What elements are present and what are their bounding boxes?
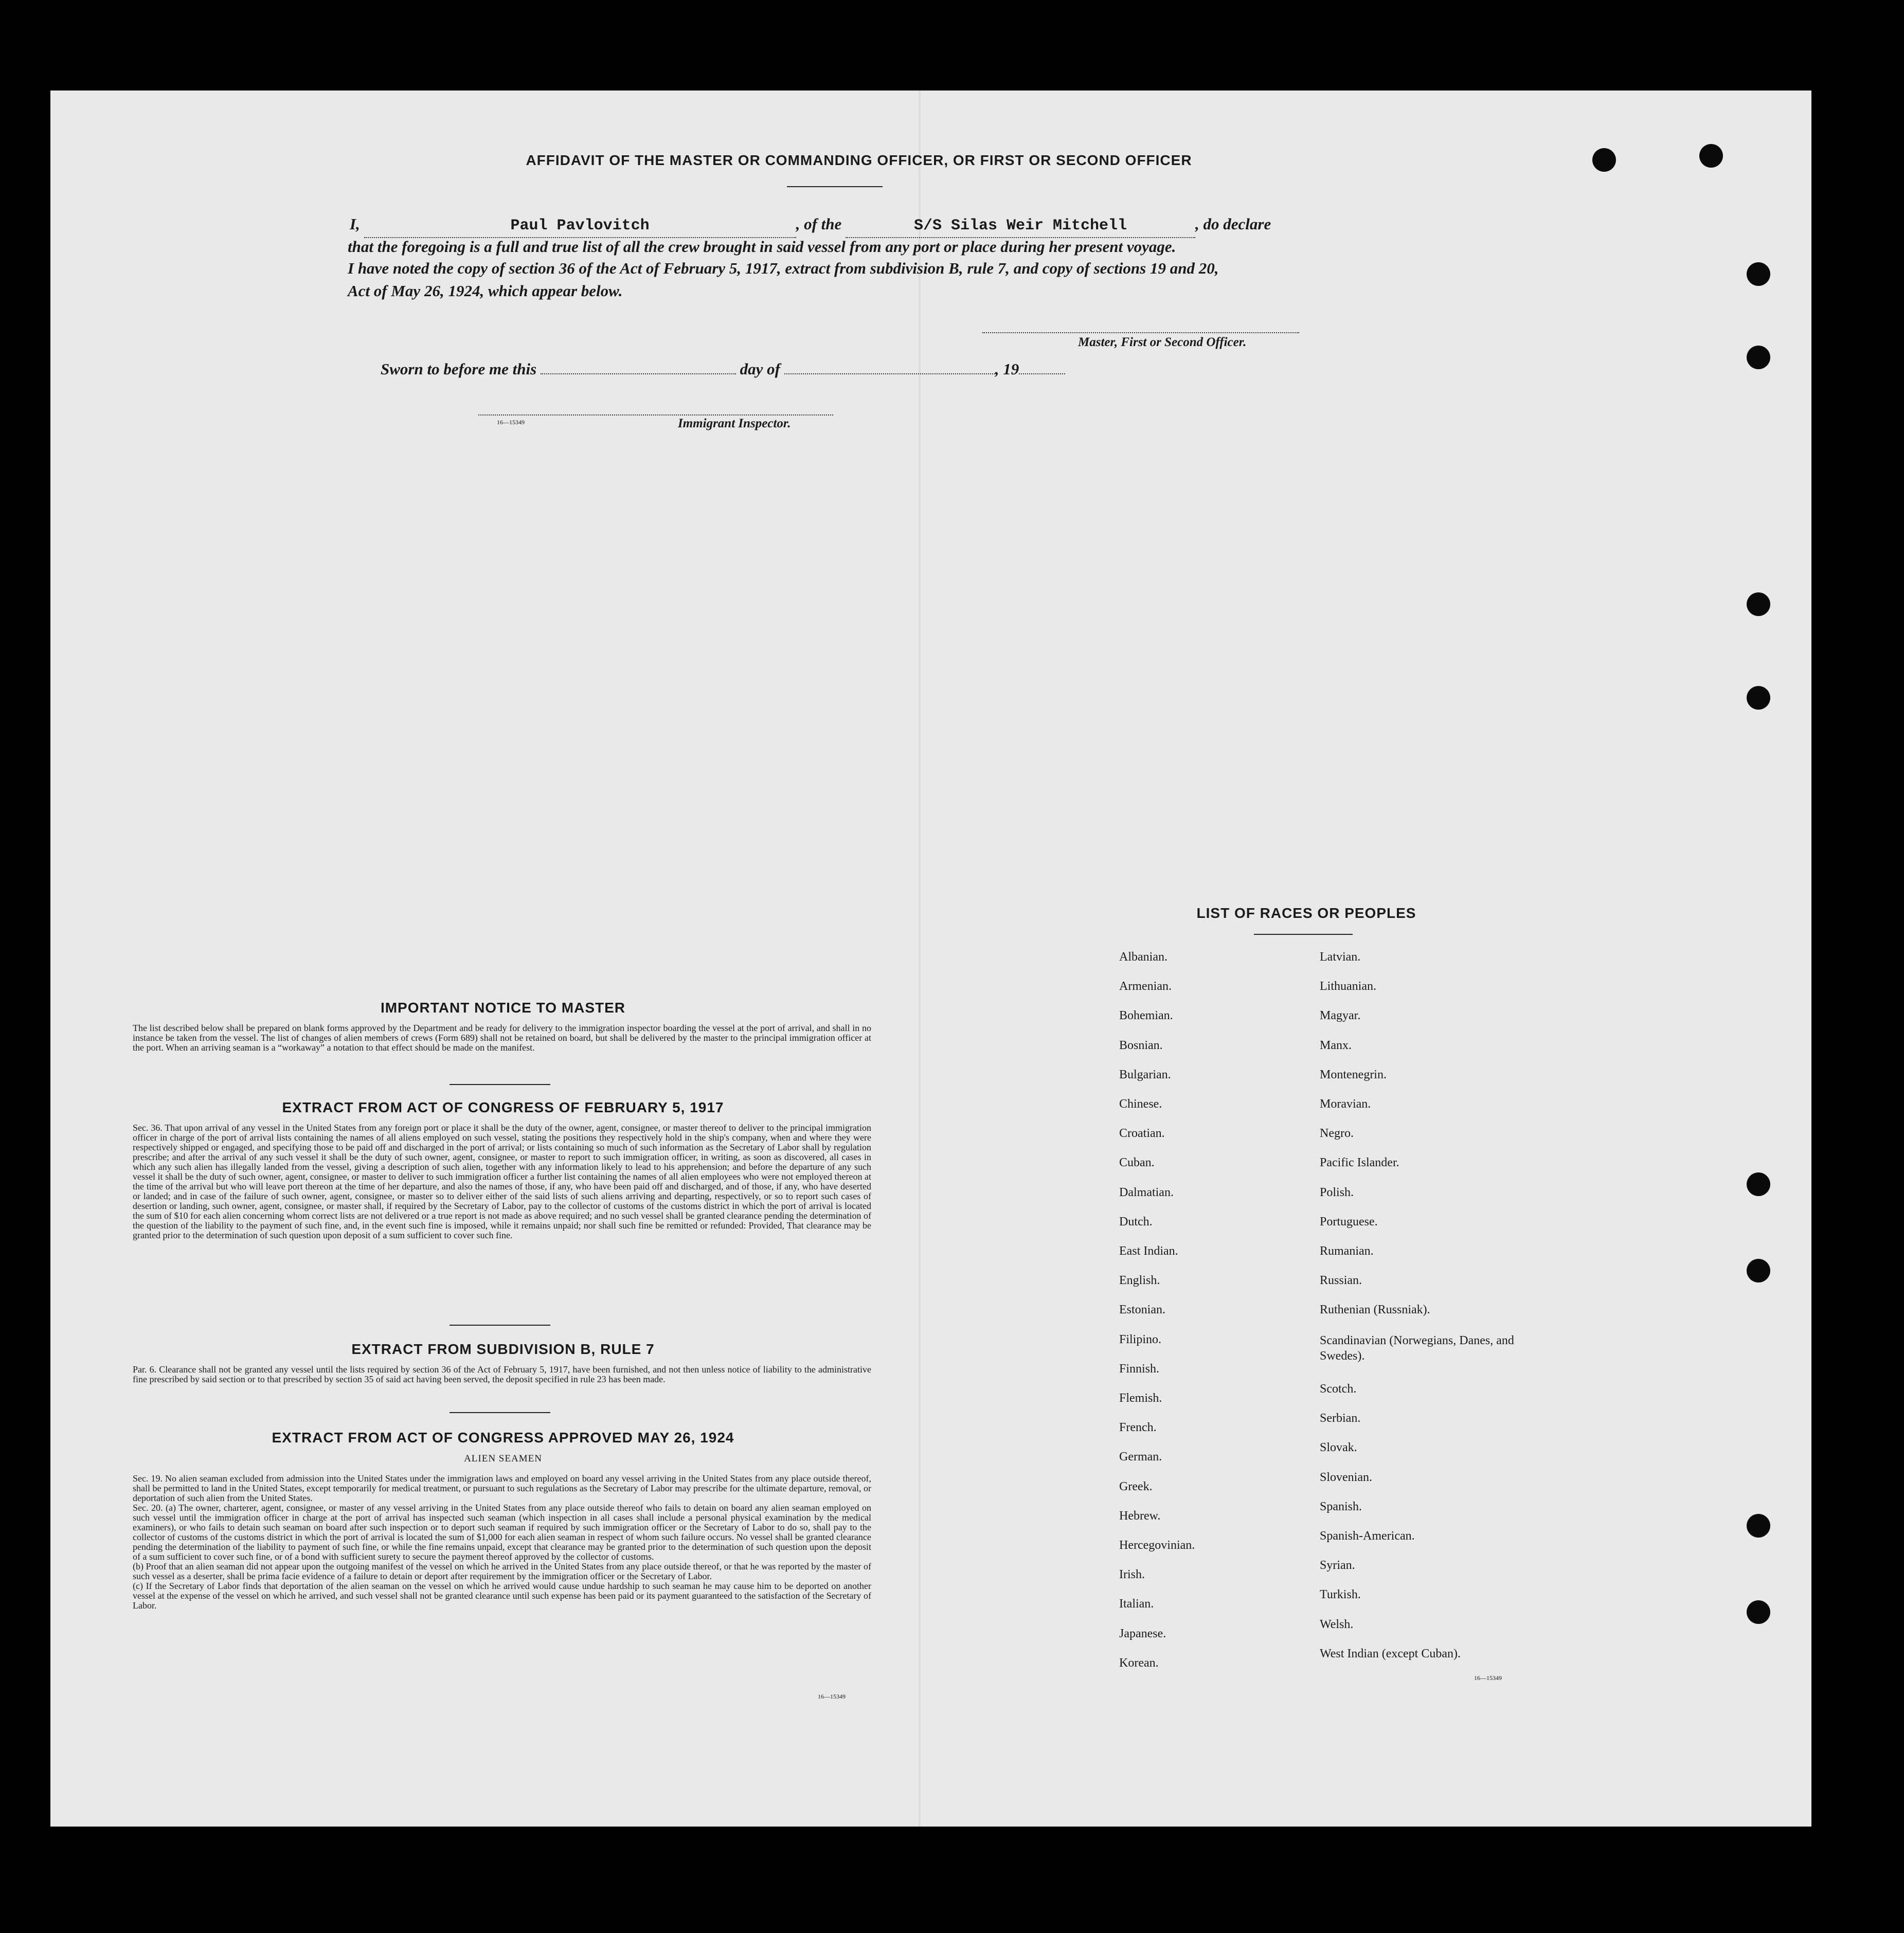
of-the-label: , of the xyxy=(796,215,842,233)
race-item: Portuguese. xyxy=(1320,1215,1378,1229)
race-item: East Indian. xyxy=(1119,1244,1178,1258)
race-item: Flemish. xyxy=(1119,1392,1162,1405)
binder-hole xyxy=(1747,346,1770,369)
race-item: Bulgarian. xyxy=(1119,1068,1171,1081)
extract-1924-subtitle: ALIEN SEAMEN xyxy=(464,1453,542,1464)
day-of-label: day of xyxy=(740,360,780,378)
race-item: Hebrew. xyxy=(1119,1509,1161,1523)
race-item: Spanish. xyxy=(1320,1500,1362,1513)
race-item: Latvian. xyxy=(1320,950,1361,964)
section-rule xyxy=(1254,934,1353,935)
races-title: LIST OF RACES OR PEOPLES xyxy=(1196,905,1416,921)
race-item: Pacific Islander. xyxy=(1320,1156,1399,1170)
race-item: Turkish. xyxy=(1320,1588,1361,1602)
race-item: Manx. xyxy=(1320,1038,1352,1052)
race-item: West Indian (except Cuban). xyxy=(1320,1647,1461,1660)
i-label: I, xyxy=(350,215,360,233)
form-number: 16—15349 xyxy=(1474,1674,1502,1682)
binder-hole xyxy=(1747,1172,1770,1196)
extract-1924-title: EXTRACT FROM ACT OF CONGRESS APPROVED MAY 26, 1924 xyxy=(272,1430,734,1446)
sworn-month-field[interactable] xyxy=(784,373,995,374)
notice-body: The list described below shall be prepared on blank forms approved by the Department and be ready for delivery to the immigration inspector boarding the vessel at the port of arrival, and shall in no instance be taken from the vessel. The list of changes of alien members of crews (Form 689) shall not be retained on board, but shall be delivered by the master to the principal immigration officer at the port. When an arriving seaman is a “workaway” a notation to that effect should be made on the manifest. xyxy=(133,1023,871,1053)
section-19: Sec. 19. No alien seaman excluded from admission into the United States under the immigration laws and employed on board any vessel arriving in the United States from any place outside thereof, shall be permitted to land in the United States, except temporarily for medical treatment, or pursuant to such regulations as the Secretary of Labor may prescribe for the ultimate departure, removal, or deportation of such alien from the United States. xyxy=(133,1473,871,1503)
race-item: Hercegovinian. xyxy=(1119,1539,1195,1552)
race-item: Albanian. xyxy=(1119,950,1167,964)
race-item: Scandinavian (Norwegians, Danes, and Swedes). xyxy=(1320,1333,1514,1363)
form-number: 16—15349 xyxy=(497,419,525,426)
race-item: Spanish-American. xyxy=(1320,1529,1415,1543)
race-item: Slovak. xyxy=(1320,1441,1357,1455)
form-number: 16—15349 xyxy=(818,1693,846,1700)
race-item: Estonian. xyxy=(1119,1303,1165,1317)
race-item: Moravian. xyxy=(1320,1097,1371,1111)
race-item: Cuban. xyxy=(1119,1156,1155,1170)
race-item: Irish. xyxy=(1119,1568,1145,1582)
race-item: Armenian. xyxy=(1119,980,1172,993)
race-item: Russian. xyxy=(1320,1274,1362,1288)
race-item: French. xyxy=(1119,1421,1157,1435)
binder-hole xyxy=(1592,148,1616,172)
race-item: Lithuanian. xyxy=(1320,980,1376,993)
extract-1917-body: Sec. 36. That upon arrival of any vessel in the United States from any foreign port or place it shall be the duty of the owner, agent, consignee, or master thereof to deliver to the principal immigration officer in charge of the port of arrival lists containing the names of all aliens employed on such vessel, stating the positions they respectively hold in the ship's company, when and where they were respectively shipped or engaged, and specifying those to be paid off and discharged in the port of arrival; or lists containing so much of such information as the Secretary of Labor shall by regulation prescribe; and after the arrival of any such vessel it shall be the duty of such owner, agent, consignee, or master to report to such immigration officer, in writing, as soon as discovered, all cases in which any such alien has illegally landed from the vessel, giving a description of such alien, together with any information likely to lead to his apprehension; and before the departure of any such vessel it shall be the duty of such owner, agent, consignee, or master to deliver to such immigration officer a further list containing the names of all alien employees who were not employed thereon at the time of the arrival but who will leave port thereon at the time of her departure, and also the names of those, if any, who have been paid off and discharged, and of those, if any, who have deserted or landed; and in case of the failure of such owner, agent, consignee, or master so to deliver either of the said lists of such aliens arriving and departing, respectively, or so to report such cases of desertion or landing, such owner, agent, consignee, or master shall, if required by the Secretary of Labor, pay to the collector of customs of the customs district in which the port of arrival is located the sum of $10 for each alien concerning whom correct lists are not delivered or a true report is not made as above required; and no such vessel shall be granted clearance pending the determination of the question of the liability to the payment of such fine, and, in the event such fine is imposed, while it remains unpaid; nor shall such fine be remitted or refunded: Provided, That clearance may be granted prior to the determination of such question upon deposit of a sum sufficient to cover such fine. xyxy=(133,1123,871,1240)
race-item: German. xyxy=(1119,1450,1162,1464)
race-item: Filipino. xyxy=(1119,1332,1162,1346)
race-item: Magyar. xyxy=(1320,1009,1361,1023)
sworn-label: Sworn to before me this xyxy=(381,360,537,378)
affidavit-title: AFFIDAVIT OF THE MASTER OR COMMANDING OFFICER, OR FIRST OR SECOND OFFICER xyxy=(526,152,1192,168)
race-item: Slovenian. xyxy=(1320,1470,1372,1484)
vessel-name: S/S Silas Weir Mitchell xyxy=(913,217,1127,234)
master-signature-caption: Master, First or Second Officer. xyxy=(1078,335,1247,349)
notice-title: IMPORTANT NOTICE TO MASTER xyxy=(380,1000,626,1016)
title-rule xyxy=(787,186,883,187)
section-20b: (b) Proof that an alien seaman did not appear upon the outgoing manifest of the vessel on which he arrived in the United States from any place outside thereof, or that he was reported by the master of such vessel as a deserter, shall be prima facie evidence of a failure to detain or deport after requirement by the immigration officer or the Secretary of Labor. xyxy=(133,1561,871,1581)
race-item: Bohemian. xyxy=(1119,1009,1173,1023)
section-rule xyxy=(450,1412,550,1413)
race-item: Rumanian. xyxy=(1320,1244,1374,1258)
race-item: Bosnian. xyxy=(1119,1038,1163,1052)
do-declare-label: , do declare xyxy=(1195,215,1271,233)
race-item: Chinese. xyxy=(1119,1097,1162,1111)
inspector-signature-field[interactable] xyxy=(478,413,833,415)
race-item: Syrian. xyxy=(1320,1559,1355,1573)
sworn-day-field[interactable] xyxy=(541,373,736,374)
race-item: Serbian. xyxy=(1320,1412,1361,1425)
binder-hole xyxy=(1747,262,1770,286)
section-20a: Sec. 20. (a) The owner, charterer, agent, consignee, or master of any vessel arriving in the United States from any place outside thereof who fails to detain on board any alien seaman employed on such vessel until the immigration officer in charge at the port of arrival has inspected such seaman (which inspection in all cases shall include a personal physical examination by the medical examiners), or who fails to detain such seaman on board after such inspection or to deport such seaman if required by such immigration officer or the Secretary of Labor to do so, shall pay to the collector of customs of the customs district in which the port of arrival is located the sum of $1,000 for each alien seaman in respect of whom such failure occurs. No vessel shall be granted clearance pending the determination of the liability to payment of such fine, or while the fine remains unpaid, except that clearance may be granted prior to the determination of such question upon the deposit of a sum sufficient to cover such fine, or of a bond with sufficient surety to secure the payment thereof approved by the collector of customs. xyxy=(133,1503,871,1562)
binder-hole xyxy=(1747,1259,1770,1282)
race-item: Dalmatian. xyxy=(1119,1185,1174,1199)
race-item: Greek. xyxy=(1119,1479,1153,1493)
race-item: Negro. xyxy=(1320,1127,1354,1141)
sworn-year-field[interactable] xyxy=(1019,373,1065,374)
declaration-line-3: I have noted the copy of section 36 of the Act of February 5, 1917, extract from subdivision B, rule 7, and copy of sections 19 and 20, xyxy=(348,259,1219,277)
binder-hole xyxy=(1747,592,1770,616)
declaration-line-2: that the foregoing is a full and true list of all the crew brought in said vessel from any port or place during her present voyage. xyxy=(348,238,1176,256)
binder-hole xyxy=(1747,1600,1770,1624)
extract-rule7-body: Par. 6. Clearance shall not be granted any vessel until the lists required by section 36 of the Act of February 5, 1917, have been furnished, and not then unless notice of liability to the administrative fine prescribed by said section or to that prescribed by section 35 of said act having been served, the deposit specified in rule 23 has been made. xyxy=(133,1364,871,1384)
race-item: Welsh. xyxy=(1320,1617,1354,1631)
binder-hole xyxy=(1699,144,1723,168)
extract-1917-title: EXTRACT FROM ACT OF CONGRESS OF FEBRUARY 5, 1917 xyxy=(282,1099,724,1115)
race-item: Korean. xyxy=(1119,1656,1159,1670)
extract-1924-body xyxy=(133,1474,871,1611)
declaration-line-1 xyxy=(350,213,1327,238)
race-item: Ruthenian (Russniak). xyxy=(1320,1303,1430,1317)
section-20c: (c) If the Secretary of Labor finds that deportation of the alien seaman on the vessel on which he arrived would cause undue hardship to such seaman he may cause him to be deported on another vessel at the expense of the vessel on which he arrived, and such vessel shall not be granted clearance until such expense has been paid or its payment guaranteed to the satisfaction of the Secretary of Labor. xyxy=(133,1581,871,1611)
race-item: Dutch. xyxy=(1119,1215,1153,1229)
race-item: Polish. xyxy=(1320,1185,1354,1199)
race-item: Italian. xyxy=(1119,1597,1154,1611)
section-rule xyxy=(450,1084,550,1085)
master-signature-field[interactable] xyxy=(982,331,1299,333)
section-rule xyxy=(450,1325,550,1326)
race-item: Montenegrin. xyxy=(1320,1068,1387,1081)
year-prefix: , 19 xyxy=(995,360,1019,378)
master-name: Paul Pavlovitch xyxy=(510,217,650,234)
binder-hole xyxy=(1747,1514,1770,1538)
vessel-name-field[interactable] xyxy=(846,213,1195,238)
sworn-line xyxy=(381,358,1065,380)
race-item: Finnish. xyxy=(1119,1362,1160,1376)
page-fold xyxy=(919,91,921,1827)
binder-hole xyxy=(1747,686,1770,710)
master-name-field[interactable] xyxy=(364,213,796,238)
declaration-line-4: Act of May 26, 1924, which appear below. xyxy=(348,282,623,300)
race-item: Japanese. xyxy=(1119,1627,1166,1640)
inspector-caption: Immigrant Inspector. xyxy=(678,417,791,430)
race-item: Croatian. xyxy=(1119,1127,1165,1141)
race-item: Scotch. xyxy=(1320,1382,1357,1396)
extract-rule7-title: EXTRACT FROM SUBDIVISION B, RULE 7 xyxy=(351,1341,655,1357)
race-item: English. xyxy=(1119,1274,1160,1288)
